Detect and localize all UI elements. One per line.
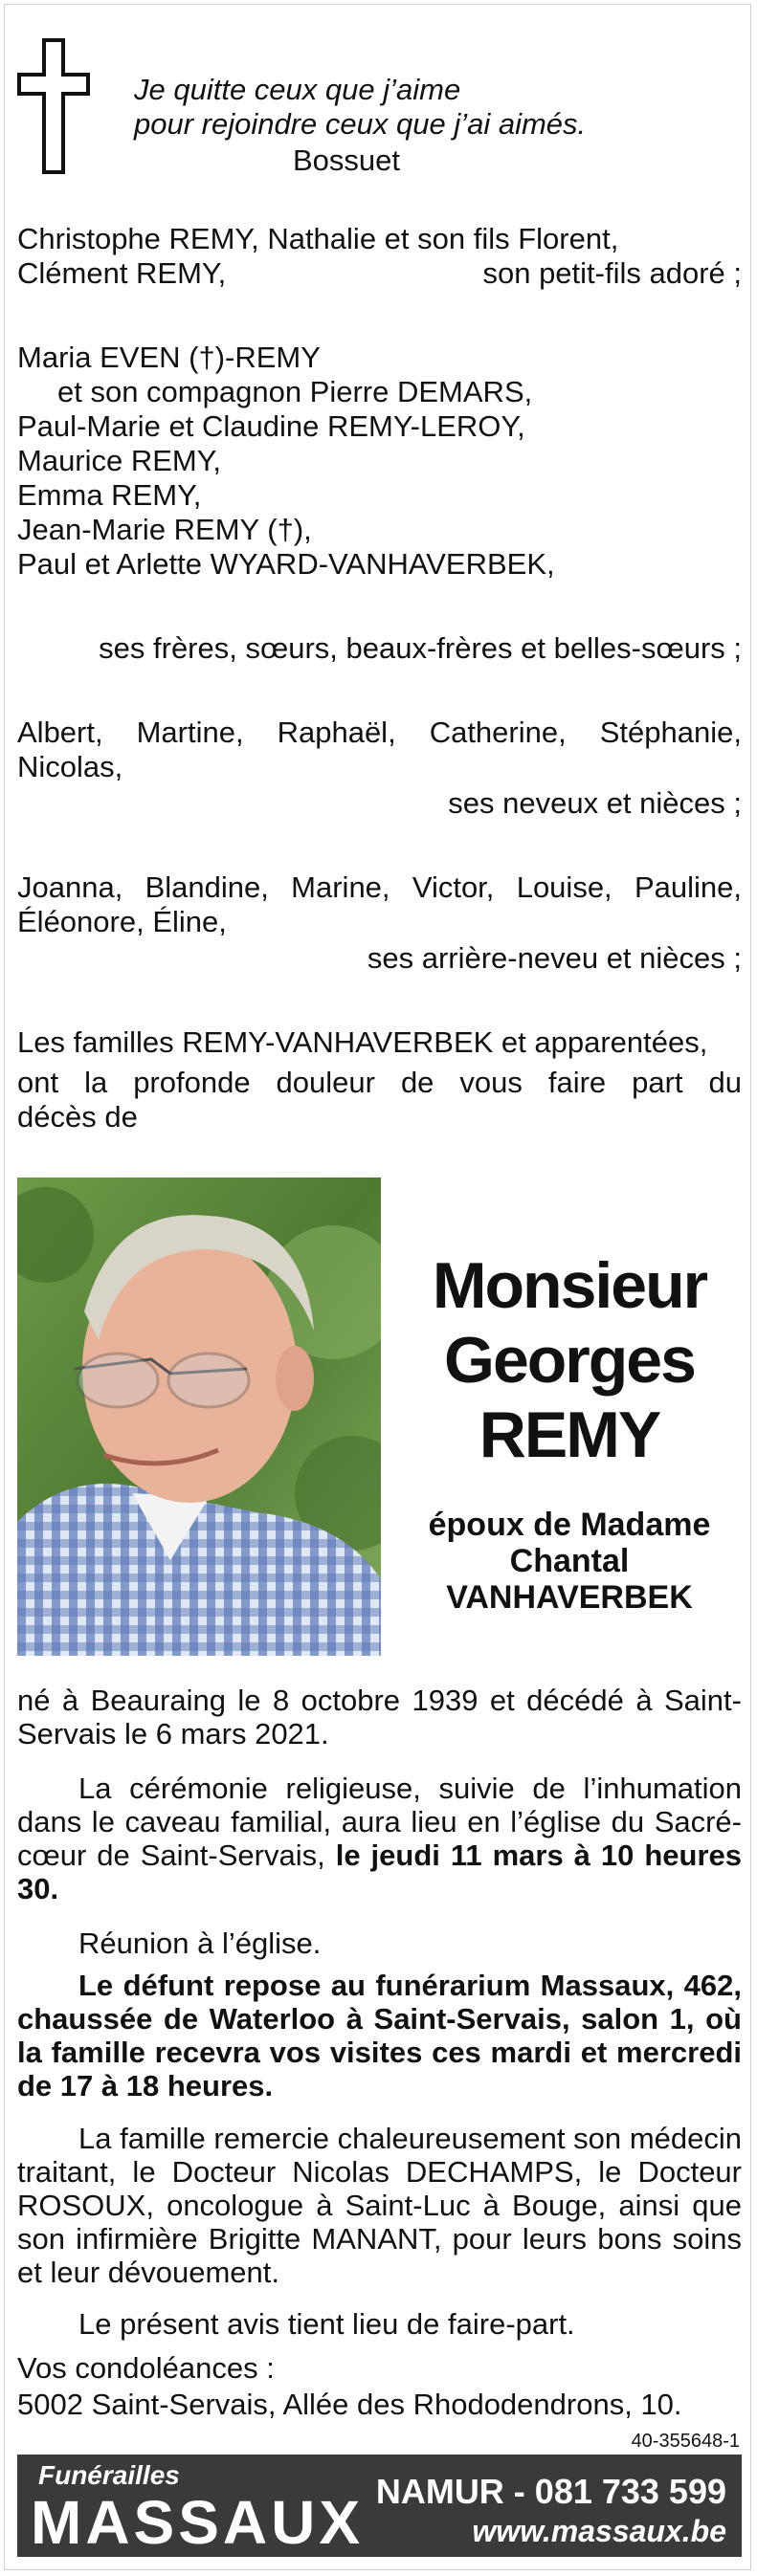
family-line: Jean-Marie REMY (†), <box>17 513 312 546</box>
family-line: Les familles REMY-VANHAVERBEK et apparentées, <box>17 1025 708 1059</box>
announce-word: profonde <box>133 1066 251 1099</box>
family-word: Martine, <box>136 716 244 749</box>
family-word: Albert, <box>17 716 103 749</box>
family-line: décès de <box>17 1100 138 1134</box>
family-line: Paul et Arlette WYARD-VANHAVERBEK, <box>17 547 555 581</box>
announce-word: la <box>84 1066 108 1099</box>
family-line: et son compagnon Pierre DEMARS, <box>57 375 533 408</box>
banner-website: www.massaux.be <box>472 2514 726 2548</box>
funeral-home-banner <box>17 2455 742 2557</box>
family-line-justified <box>17 716 742 749</box>
deceased-first-name: Georges <box>444 1324 695 1397</box>
meeting-info <box>17 1926 742 1960</box>
birth-death-info: né à Beauraing le 8 octobre 1939 et décédé à Saint-Servais le 6 mars 2021. <box>17 1684 742 1750</box>
family-word: Joanna, <box>17 870 123 904</box>
notice-text: Le présent avis tient lieu de faire-part. <box>78 2307 575 2341</box>
family-word: Pauline, <box>634 870 742 904</box>
funeral-home-info <box>17 1969 742 2103</box>
banner-phone: NAMUR - 081 733 599 <box>375 2472 726 2511</box>
banner-subtitle: Funérailles <box>38 2460 180 2490</box>
quote-line-2: pour rejoindre ceux que j’ai aimés. <box>134 107 587 141</box>
family-word: Catherine, <box>429 716 567 749</box>
relation-label: ses arrière-neveu et nièces ; <box>367 941 742 975</box>
quote-author: Bossuet <box>293 143 401 177</box>
family-line-justified <box>17 1066 742 1099</box>
cross-icon <box>17 38 90 174</box>
family-word: Marine, <box>291 870 390 904</box>
condolences-label: Vos condoléances : <box>17 2351 275 2385</box>
condolences-address: 5002 Saint-Servais, Allée des Rhododendrons, 10. <box>17 2388 682 2421</box>
spouse-info <box>402 1507 737 1616</box>
family-word: Raphaël, <box>277 716 396 749</box>
funeral-home-text: Le défunt repose au funérarium Massaux, 462, chaussée de Waterloo à Saint-Servais, salon 1, où la famille recevra vos visites ces mardi et mercredi de 17 à 18 heures. <box>17 1969 742 2103</box>
family-line: Christophe REMY, Nathalie et son fils Florent, <box>17 222 619 255</box>
announce-word: du <box>708 1066 742 1099</box>
deceased-title: Monsieur <box>432 1249 707 1322</box>
relation-label: ses frères, sœurs, beaux-frères et belles-sœurs ; <box>99 631 742 665</box>
quote-line-1: Je quitte ceux que j’aime <box>134 73 461 106</box>
family-word: Blandine, <box>145 870 269 904</box>
family-line: Maria EVEN (†)-REMY <box>17 341 321 374</box>
announce-word: faire <box>547 1066 607 1099</box>
deceased-name-block <box>402 1248 737 1616</box>
thanks-text: La famille remercie chaleureusement son médecin traitant, le Docteur Nicolas DECHAMPS, le Docteur ROSOUX, oncologue à Saint-Luc à Bouge, ainsi que son infirmière Brigitte MANANT, pour leurs bons soins et leur dévouement. <box>17 2122 742 2289</box>
announce-word: ont <box>17 1066 59 1099</box>
notice-info <box>17 2307 742 2341</box>
family-line: Nicolas, <box>17 750 123 783</box>
announce-word: de <box>400 1066 434 1099</box>
relation-label: son petit-fils adoré ; <box>482 256 742 290</box>
meeting-text: Réunion à l’église. <box>78 1926 322 1960</box>
family-line: Paul-Marie et Claudine REMY-LEROY, <box>17 409 525 443</box>
family-word: Stéphanie, <box>599 716 742 749</box>
ceremony-date: le jeudi 11 mars à 10 heures 30. <box>17 1838 742 1905</box>
reference-number: 40-355648-1 <box>631 2431 740 2452</box>
portrait-photo <box>17 1178 381 1656</box>
ceremony-text: La cérémonie religieuse, suivie de l’inhumation dans le caveau familial, aura lieu en l’église du Sacré-cœur de Saint-Servais, <box>17 1772 742 1872</box>
family-word: Victor, <box>412 870 495 904</box>
family-line: Éléonore, Éline, <box>17 905 227 938</box>
announce-word: part <box>632 1066 683 1099</box>
deceased-last-name: REMY <box>479 1398 660 1471</box>
family-line: Maurice REMY, <box>17 444 222 477</box>
family-line-justified <box>17 870 742 904</box>
spouse-line: époux de Madame <box>428 1507 711 1543</box>
announce-word: douleur <box>276 1066 375 1099</box>
family-line: Clément REMY, <box>17 256 227 290</box>
banner-brand: MASSAUX <box>31 2488 365 2557</box>
relation-label: ses neveux et nièces ; <box>448 786 742 820</box>
thanks-info <box>17 2122 742 2289</box>
family-line: Emma REMY, <box>17 478 202 512</box>
spouse-line: Chantal <box>509 1543 630 1579</box>
ceremony-info <box>17 1772 742 1905</box>
announce-word: vous <box>459 1066 523 1099</box>
spouse-line: VANHAVERBEK <box>446 1579 693 1616</box>
family-word: Louise, <box>516 870 612 904</box>
quote <box>134 73 586 142</box>
